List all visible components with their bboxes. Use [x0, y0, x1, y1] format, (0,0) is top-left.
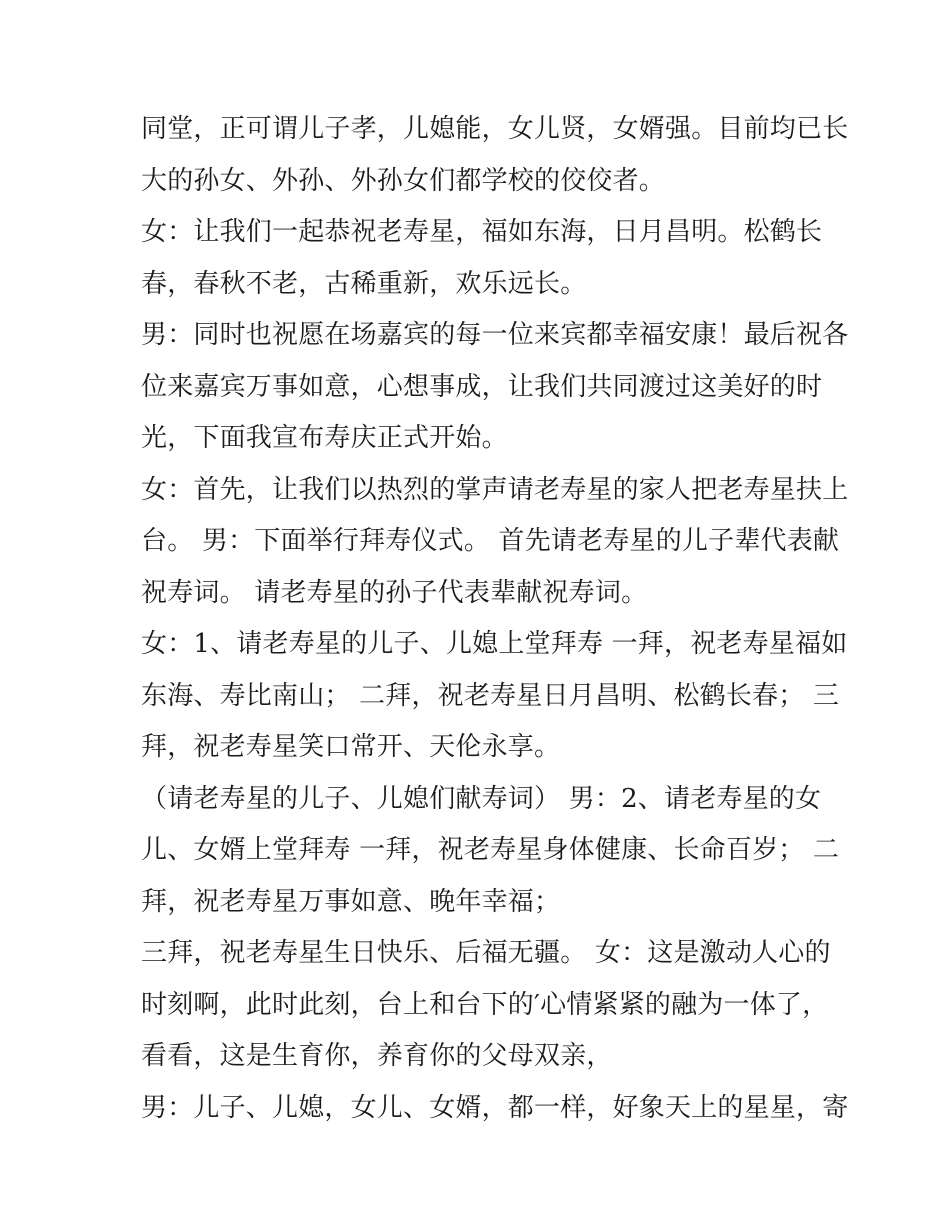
text-line: 女：1、请老寿星的儿子、儿媳上堂拜寿 一拜，祝老寿星福如	[141, 629, 848, 659]
text-line: 东海、寿比南山； 二拜，祝老寿星日月昌明、松鹤长春； 三	[141, 680, 840, 711]
text-line: 拜，祝老寿星万事如意、晚年幸福；	[141, 886, 561, 917]
text-line: 男：儿子、儿媳，女儿、女婿，都一样，好象天上的星星，寄	[141, 1092, 849, 1123]
document-body	[141, 104, 849, 1134]
text-line: 女：首先，让我们以热烈的掌声请老寿星的家人把老寿星扶上	[141, 474, 849, 505]
text-line: 男：同时也祝愿在场嘉宾的每一位来宾都幸福安康！最后祝各	[141, 320, 849, 350]
text-line: 祝寿词。 请老寿星的孙子代表辈献祝寿词。	[141, 577, 648, 608]
text-line: 看看，这是生育你，养育你的父母双亲，	[141, 1041, 613, 1071]
text-line: 大的孙女、外孙、外孙女们都学校的佼佼者。	[141, 165, 666, 196]
text-line: （请老寿星的儿子、儿媳们献寿词） 男：2、请老寿星的女	[141, 783, 822, 814]
text-line: 同堂，正可谓儿子孝，儿媳能，女儿贤，女婿强。目前均已长	[141, 114, 849, 144]
text-line: 女：让我们一起恭祝老寿星，福如东海，日月昌明。松鹤长	[141, 217, 823, 247]
text-line: 位来嘉宾万事如意，心想事成，让我们共同渡过这美好的时	[141, 371, 823, 402]
text-line: 春，春秋不老，古稀重新，欢乐远长。	[141, 268, 587, 299]
text-line: 三拜，祝老寿星生日快乐、后福无疆。 女：这是激动人心的	[141, 938, 831, 968]
text-line: 光，下面我宣布寿庆正式开始。	[141, 423, 508, 453]
text-line: 儿、女婿上堂拜寿 一拜，祝老寿星身体健康、长命百岁； 二	[141, 835, 840, 865]
text-line: 时刻啊，此时此刻，台上和台下的′心情紧紧的融为一体了，	[141, 989, 829, 1020]
text-line: 台。 男：下面举行拜寿仪式。 首先请老寿星的儿子辈代表献	[141, 526, 840, 556]
text-line: 拜，祝老寿星笑口常开、天伦永享。	[141, 732, 561, 762]
